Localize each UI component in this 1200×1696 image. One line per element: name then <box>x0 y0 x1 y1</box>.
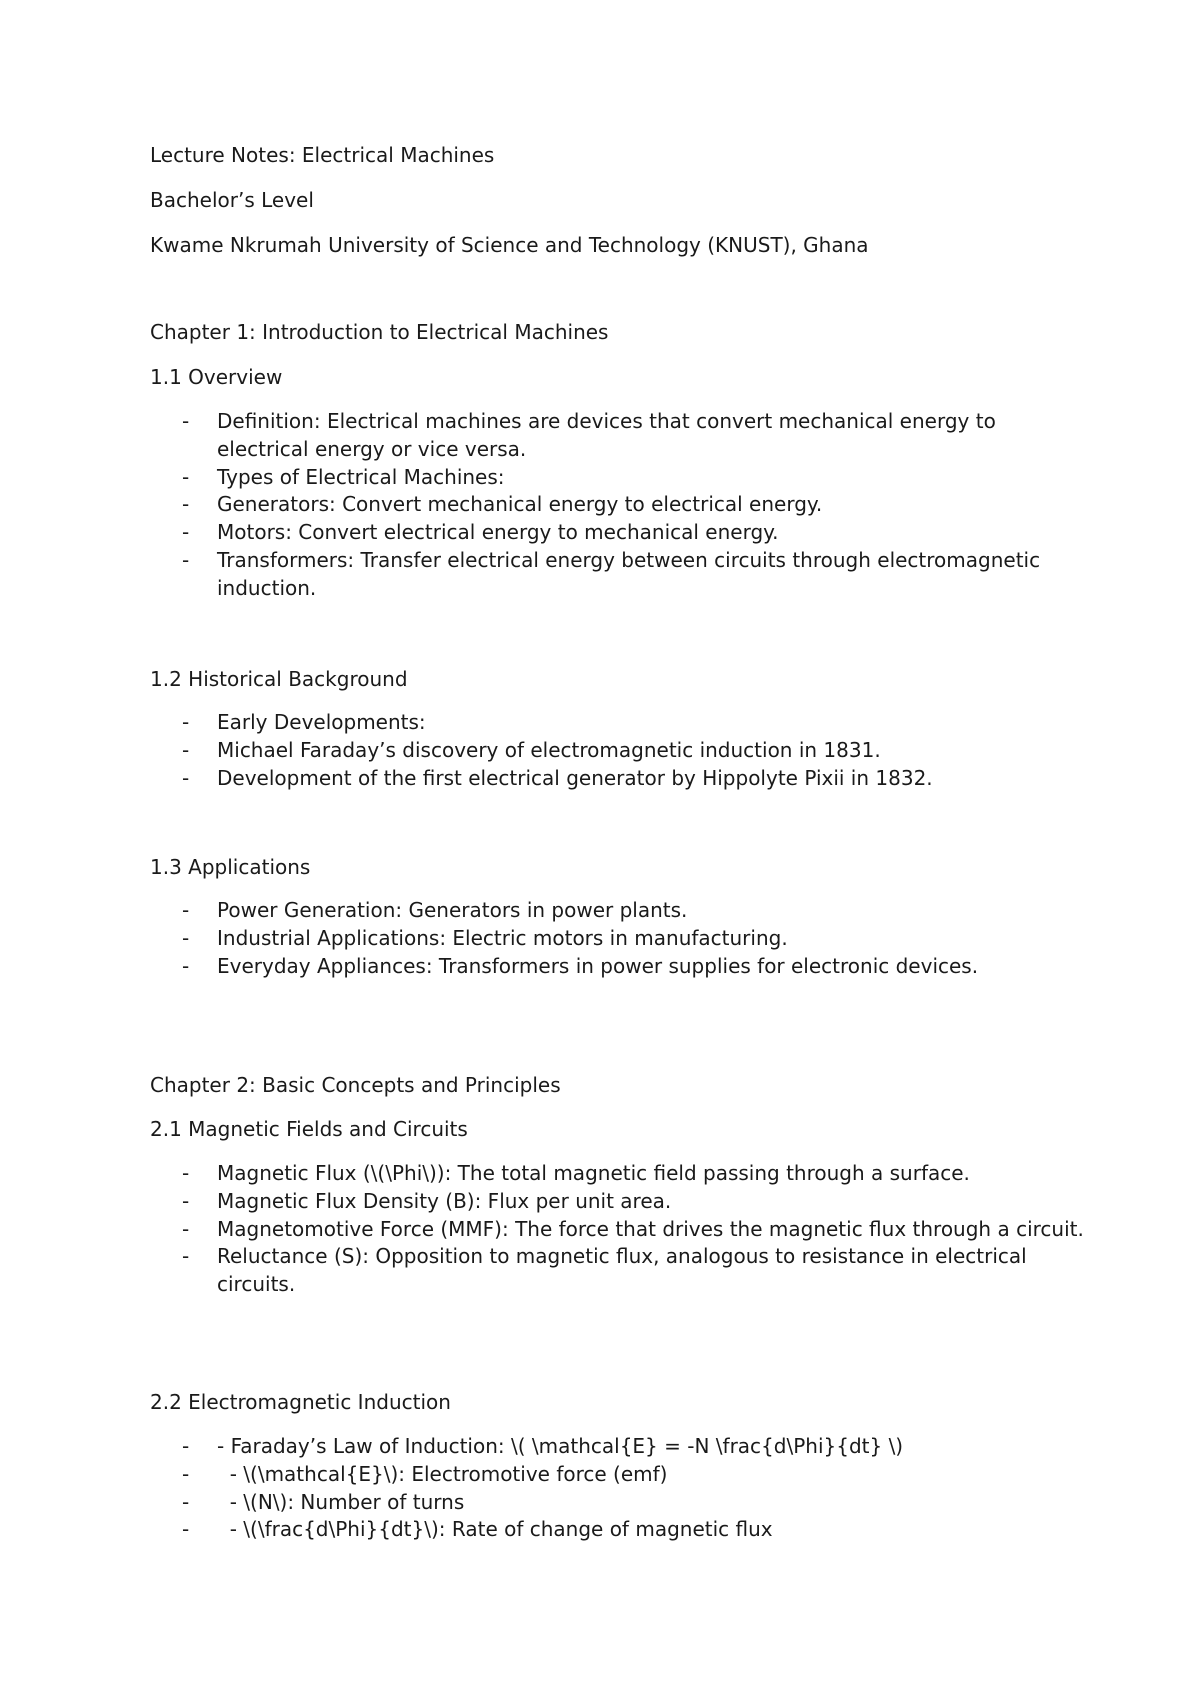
bullet-dash: - <box>182 1461 190 1486</box>
bullet-dash: - <box>182 953 190 978</box>
list-item-text: Magnetomotive Force (MMF): The force that drives the magnetic flux through a circuit. <box>217 1216 1084 1241</box>
list-item <box>0 519 1087 547</box>
list-item-text: - Faraday’s Law of Induction: \( \mathcal{E} = -N \frac{d\Phi}{dt} \) <box>217 1434 904 1458</box>
list-item <box>0 1489 1087 1517</box>
list-item-text: Transformers: Transfer electrical energy between circuits through electromagnetic induction. <box>217 547 1041 600</box>
list-item <box>0 897 1087 925</box>
bullet-dash: - <box>182 547 190 572</box>
list-item <box>0 925 1087 953</box>
section-1-1-list <box>0 408 1087 603</box>
section-2-1-heading: 2.1 Magnetic Fields and Circuits <box>150 1117 468 1141</box>
bullet-dash: - <box>182 737 190 762</box>
list-item <box>0 1433 1087 1461</box>
list-item-text: Reluctance (S): Opposition to magnetic flux, analogous to resistance in electrical circuits. <box>217 1244 1027 1297</box>
list-item <box>0 1160 1087 1188</box>
section-2-1-list <box>0 1160 1087 1299</box>
list-item <box>0 1516 1087 1544</box>
bullet-dash: - <box>182 898 190 922</box>
list-item-text: - \(\mathcal{E}\): Electromotive force (emf) <box>217 1461 668 1486</box>
chapter-1-title: Chapter 1: Introduction to Electrical Machines <box>150 320 609 344</box>
list-item-text: Development of the first electrical generator by Hippolyte Pixii in 1832. <box>217 765 933 790</box>
list-item-text: Power Generation: Generators in power plants. <box>217 898 688 922</box>
bullet-dash: - <box>182 765 190 790</box>
bullet-dash: - <box>182 1244 190 1269</box>
list-item-text: Generators: Convert mechanical energy to electrical energy. <box>217 492 823 517</box>
list-item <box>0 765 1087 793</box>
section-1-1-heading: 1.1 Overview <box>150 365 283 389</box>
list-item <box>0 1461 1087 1489</box>
bullet-dash: - <box>182 1517 190 1542</box>
list-item-text: Early Developments: <box>217 710 426 734</box>
institution-name: Kwame Nkrumah University of Science and Technology (KNUST), Ghana <box>150 233 869 257</box>
bullet-dash: - <box>182 409 190 433</box>
section-2-2-heading: 2.2 Electromagnetic Induction <box>150 1390 451 1414</box>
list-item-text: Everyday Appliances: Transformers in power supplies for electronic devices. <box>217 953 979 978</box>
list-item <box>0 464 1087 492</box>
list-item <box>0 953 1087 981</box>
bullet-dash: - <box>182 1216 190 1241</box>
list-item <box>0 737 1087 765</box>
bullet-dash: - <box>182 710 190 734</box>
list-item <box>0 1243 1087 1299</box>
section-2-2-list <box>0 1433 1087 1544</box>
bullet-dash: - <box>182 1434 190 1458</box>
list-item-text: Michael Faraday’s discovery of electromagnetic induction in 1831. <box>217 737 881 762</box>
list-item <box>0 709 1087 737</box>
list-item <box>0 1216 1087 1244</box>
list-item-text: Types of Electrical Machines: <box>217 464 505 489</box>
bullet-dash: - <box>182 925 190 950</box>
list-item <box>0 408 1087 464</box>
list-item-text: Motors: Convert electrical energy to mechanical energy. <box>217 520 779 545</box>
list-item <box>0 547 1087 603</box>
bullet-dash: - <box>182 520 190 545</box>
bullet-dash: - <box>182 1161 190 1185</box>
document-title: Lecture Notes: Electrical Machines <box>150 143 495 167</box>
list-item-text: - \(\frac{d\Phi}{dt}\): Rate of change of magnetic flux <box>217 1517 773 1542</box>
list-item-text: Magnetic Flux Density (B): Flux per unit area. <box>217 1188 672 1213</box>
chapter-2-title: Chapter 2: Basic Concepts and Principles <box>150 1073 561 1097</box>
list-item <box>0 1188 1087 1216</box>
list-item <box>0 491 1087 519</box>
section-1-2-heading: 1.2 Historical Background <box>150 667 408 691</box>
list-item-text: Definition: Electrical machines are devices that convert mechanical energy to electrical energy or vice versa. <box>217 409 996 461</box>
list-item-text: Industrial Applications: Electric motors in manufacturing. <box>217 925 788 950</box>
bullet-dash: - <box>182 464 190 489</box>
bullet-dash: - <box>182 1489 190 1514</box>
section-1-3-list <box>0 897 1087 980</box>
bullet-dash: - <box>182 492 190 517</box>
list-item-text: Magnetic Flux (\(\Phi\)): The total magnetic field passing through a surface. <box>217 1161 970 1185</box>
section-1-3-heading: 1.3 Applications <box>150 855 311 879</box>
academic-level: Bachelor’s Level <box>150 188 314 212</box>
list-item-text: - \(N\): Number of turns <box>217 1489 465 1514</box>
bullet-dash: - <box>182 1188 190 1213</box>
section-1-2-list <box>0 709 1087 792</box>
